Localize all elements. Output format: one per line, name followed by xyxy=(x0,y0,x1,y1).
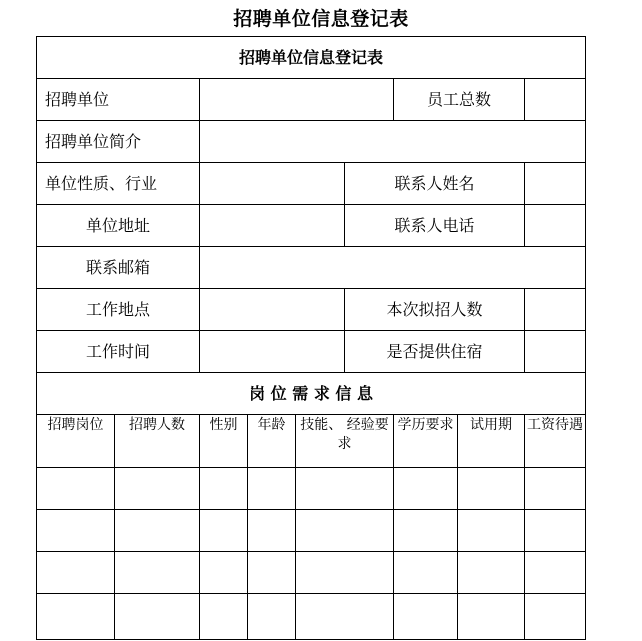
employee-total-value[interactable] xyxy=(525,79,586,121)
company-label: 招聘单位 xyxy=(37,79,200,121)
nature-industry-label: 单位性质、行业 xyxy=(37,163,200,205)
table-cell[interactable] xyxy=(525,552,586,594)
column-header: 性别 xyxy=(200,415,248,468)
table-cell[interactable] xyxy=(458,468,525,510)
contact-phone-label: 联系人电话 xyxy=(345,205,525,247)
table-cell[interactable] xyxy=(248,552,296,594)
table-cell[interactable] xyxy=(394,510,458,552)
hire-count-label: 本次拟招人数 xyxy=(345,289,525,331)
table-cell[interactable] xyxy=(394,552,458,594)
address-value[interactable] xyxy=(200,205,345,247)
employee-total-label: 员工总数 xyxy=(394,79,525,121)
column-header: 招聘人数 xyxy=(115,415,200,468)
table-row xyxy=(37,468,586,510)
table-cell[interactable] xyxy=(115,468,200,510)
column-header: 技能、 经验要求 xyxy=(296,415,394,468)
housing-value[interactable] xyxy=(525,331,586,373)
table-cell[interactable] xyxy=(200,468,248,510)
document-title: 招聘单位信息登记表 xyxy=(233,8,409,30)
table-cell[interactable] xyxy=(458,510,525,552)
table-row xyxy=(37,552,586,594)
table-cell[interactable] xyxy=(296,510,394,552)
table-cell[interactable] xyxy=(248,594,296,640)
table-title: 招聘单位信息登记表 xyxy=(37,37,586,79)
column-header: 试用期 xyxy=(458,415,525,468)
contact-name-label: 联系人姓名 xyxy=(345,163,525,205)
email-value[interactable] xyxy=(200,247,586,289)
table-cell[interactable] xyxy=(525,468,586,510)
column-header: 学历要求 xyxy=(394,415,458,468)
hire-count-value[interactable] xyxy=(525,289,586,331)
table-cell[interactable] xyxy=(37,594,115,640)
table-row xyxy=(37,510,586,552)
table-cell[interactable] xyxy=(458,552,525,594)
address-label: 单位地址 xyxy=(37,205,200,247)
column-header: 年龄 xyxy=(248,415,296,468)
company-intro-value[interactable] xyxy=(200,121,586,163)
company-intro-label: 招聘单位简介 xyxy=(37,121,200,163)
table-cell[interactable] xyxy=(394,468,458,510)
table-cell[interactable] xyxy=(296,552,394,594)
housing-label: 是否提供住宿 xyxy=(345,331,525,373)
table-cell[interactable] xyxy=(200,510,248,552)
table-cell[interactable] xyxy=(37,468,115,510)
table-cell[interactable] xyxy=(115,510,200,552)
table-cell[interactable] xyxy=(458,594,525,640)
column-header: 工资待遇 xyxy=(525,415,586,468)
table-row xyxy=(37,594,586,640)
section-title: 岗 位 需 求 信 息 xyxy=(37,373,586,415)
nature-industry-value[interactable] xyxy=(200,163,345,205)
table-cell[interactable] xyxy=(37,510,115,552)
table-cell[interactable] xyxy=(115,594,200,640)
table-cell[interactable] xyxy=(115,552,200,594)
table-cell[interactable] xyxy=(525,510,586,552)
table-cell[interactable] xyxy=(37,552,115,594)
table-cell[interactable] xyxy=(248,468,296,510)
email-label: 联系邮箱 xyxy=(37,247,200,289)
work-hours-label: 工作时间 xyxy=(37,331,200,373)
table-cell[interactable] xyxy=(248,510,296,552)
column-header: 招聘岗位 xyxy=(37,415,115,468)
table-cell[interactable] xyxy=(296,594,394,640)
registration-form-table xyxy=(36,36,586,640)
company-value[interactable] xyxy=(200,79,394,121)
contact-name-value[interactable] xyxy=(525,163,586,205)
table-cell[interactable] xyxy=(394,594,458,640)
work-location-label: 工作地点 xyxy=(37,289,200,331)
work-hours-value[interactable] xyxy=(200,331,345,373)
work-location-value[interactable] xyxy=(200,289,345,331)
contact-phone-value[interactable] xyxy=(525,205,586,247)
table-cell[interactable] xyxy=(525,594,586,640)
table-cell[interactable] xyxy=(200,594,248,640)
table-cell[interactable] xyxy=(296,468,394,510)
table-cell[interactable] xyxy=(200,552,248,594)
